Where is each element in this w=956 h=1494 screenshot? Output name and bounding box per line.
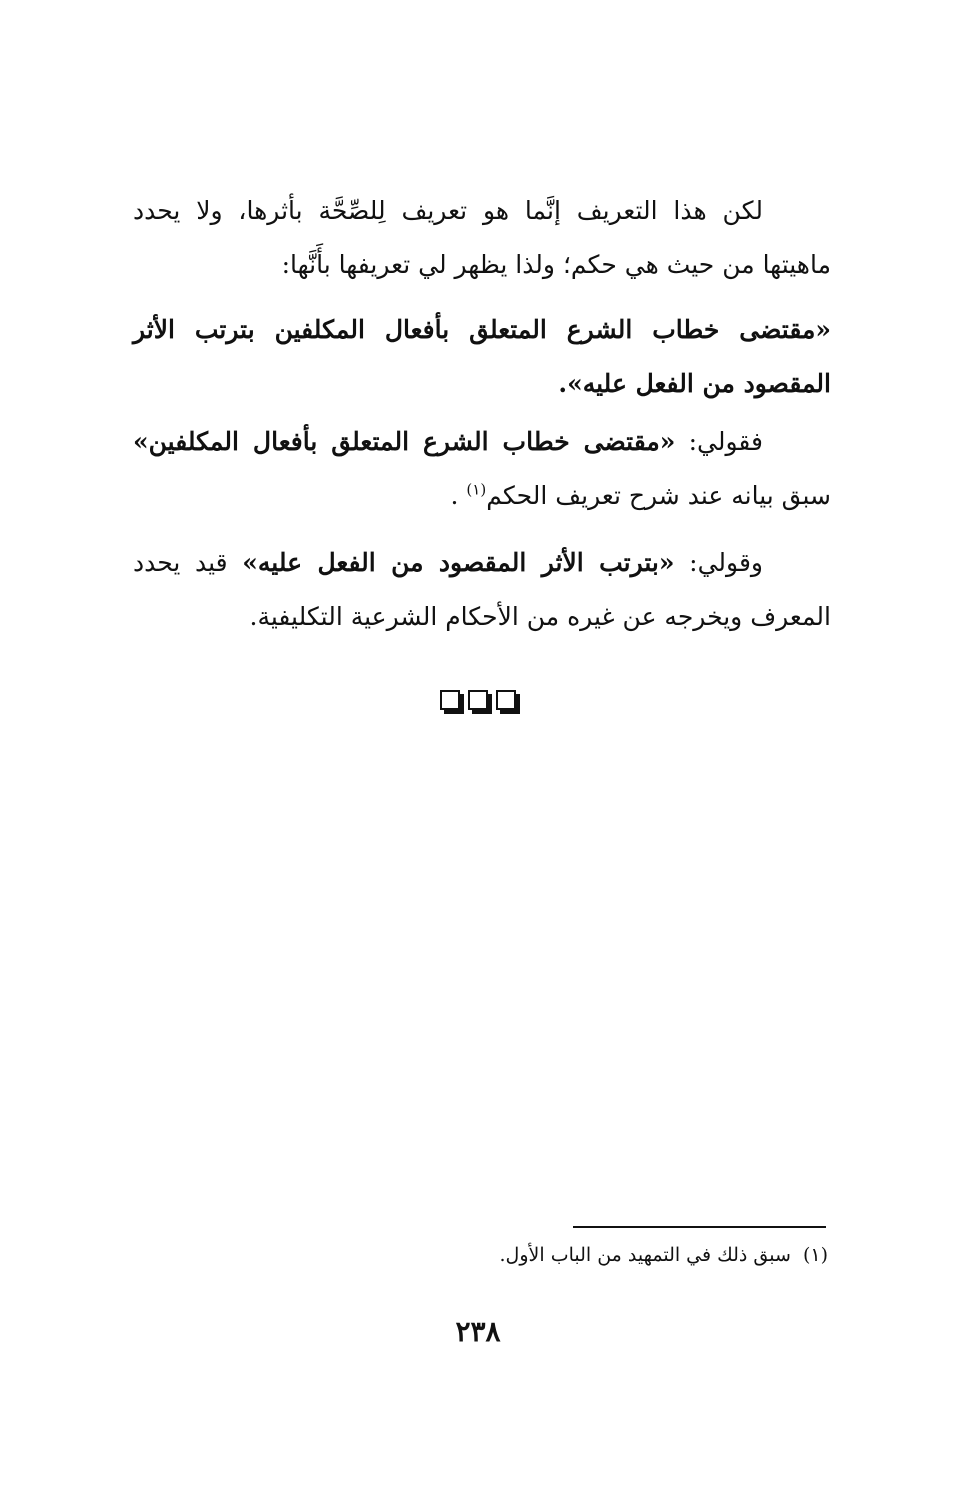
section-separator-ornament xyxy=(0,690,956,710)
lead-text: وقولي: xyxy=(674,548,763,577)
footnote xyxy=(300,1238,828,1272)
paragraph-explanation-second xyxy=(133,536,831,644)
quoted-phrase: «بترتب الأثر المقصود من الفعل عليه» xyxy=(242,548,675,577)
quoted-phrase: «مقتضى خطاب الشرع المتعلق بأفعال المكلفين» xyxy=(133,427,676,456)
box-ornament-icon xyxy=(496,690,516,710)
paragraph-definition xyxy=(133,303,831,411)
paragraph-definition-critique xyxy=(133,184,831,292)
paragraph-text xyxy=(133,536,831,644)
box-ornament-icon xyxy=(468,690,488,710)
footnote-marker: (١) xyxy=(802,1244,828,1266)
paragraph-explanation-first xyxy=(133,415,831,523)
paragraph-text xyxy=(133,415,831,523)
lead-text: فقولي: xyxy=(675,427,763,456)
definition-text: «مقتضى خطاب الشرع المتعلق بأفعال المكلفين بترتب الأثر المقصود من الفعل عليه». xyxy=(133,315,831,398)
page-number: ٢٣٨ xyxy=(455,1315,501,1348)
body-text: سبق بيانه عند شرح تعريف الحكم xyxy=(486,481,831,510)
footnote-reference[interactable]: (١) xyxy=(466,480,487,499)
paragraph-text: لكن هذا التعريف إنَّما هو تعريف لِلصِّحَّة بأثرها، ولا يحدد ماهيتها من حيث هي حكم؛ ولذا يظهر لي تعريفها بأَنَّها: xyxy=(133,196,831,279)
footnote-divider xyxy=(573,1226,826,1228)
end-punctuation: . xyxy=(450,481,459,510)
body-text: قيد يحدد المعرف ويخرجه عن غيره من الأحكام الشرعية التكليفية. xyxy=(133,548,831,631)
box-ornament-icon xyxy=(440,690,460,710)
footnote-text: سبق ذلك في التمهيد من الباب الأول. xyxy=(499,1244,791,1266)
